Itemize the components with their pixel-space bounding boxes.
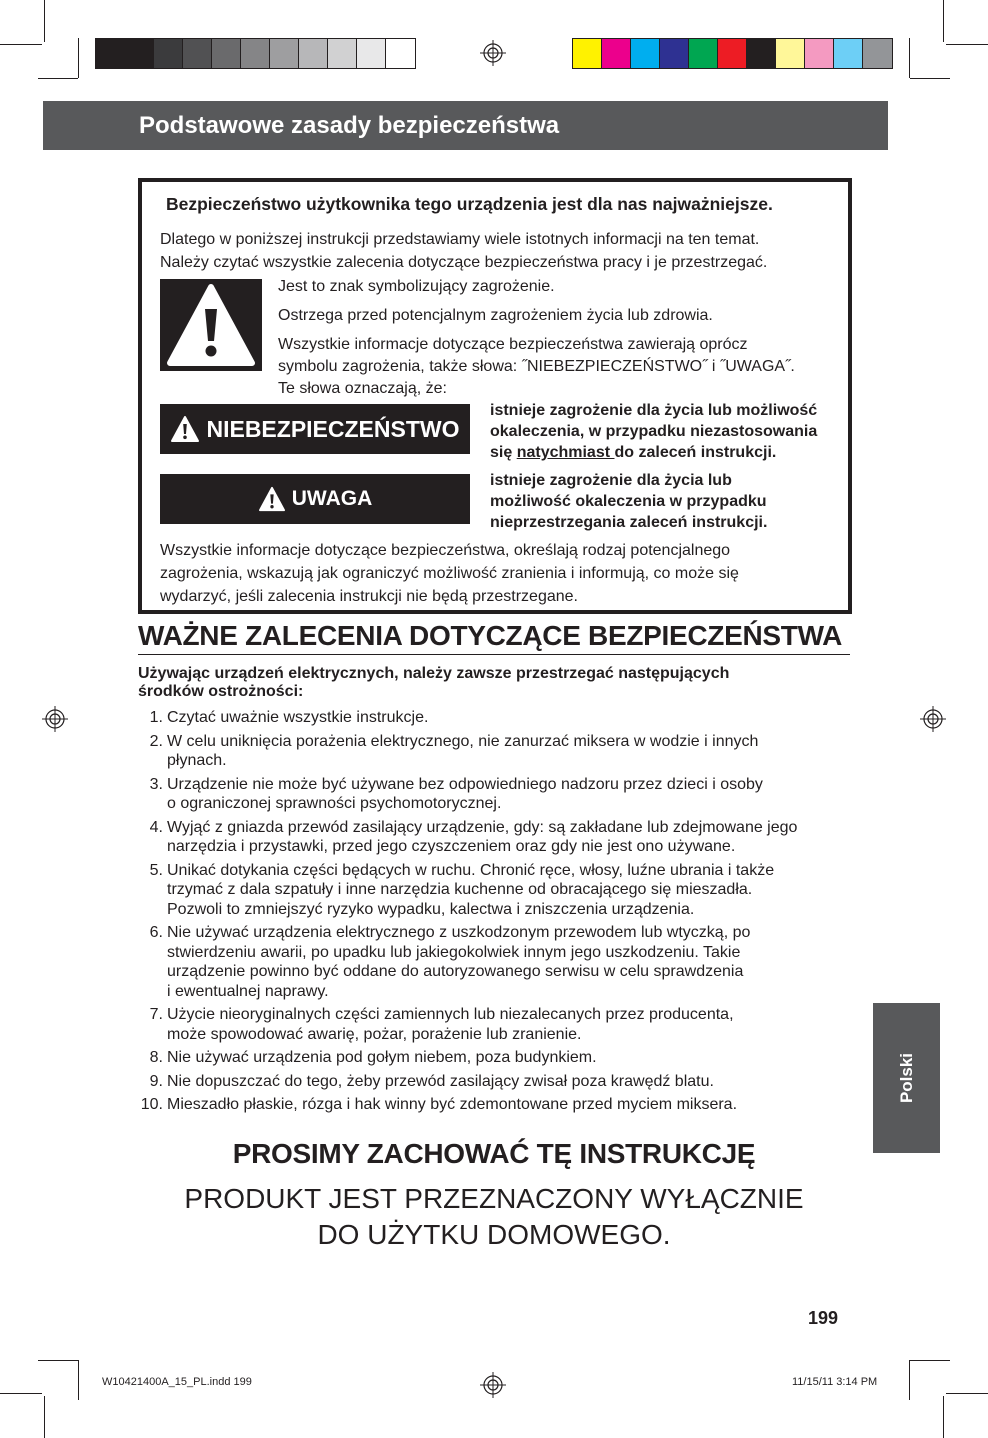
color-swatch xyxy=(328,39,357,68)
color-swatch xyxy=(776,39,805,68)
item-text xyxy=(163,1095,737,1115)
warning-label: UWAGA xyxy=(291,487,373,510)
item-line: stwierdzeniu awarii, po upadku lub jakiegokolwiek innym jego uszkodzeniu. Takie xyxy=(167,943,741,961)
color-swatch xyxy=(96,39,125,68)
symbol-text-line: Te słowa oznaczają, że: xyxy=(278,380,447,397)
item-line: może spowodować awarię, pożar, porażenie lub zranienie. xyxy=(167,1025,582,1043)
registration-mark-icon xyxy=(42,706,68,732)
item-number: 3. xyxy=(149,775,163,793)
danger-desc-line: się natychmiast do zaleceń instrukcji. xyxy=(490,444,777,461)
registration-mark-icon xyxy=(920,706,946,732)
safeguard-item xyxy=(135,1072,850,1092)
warning-desc-line: nieprzestrzegania zaleceń instrukcji. xyxy=(490,514,768,531)
item-number: 7. xyxy=(149,1006,163,1023)
item-text xyxy=(163,1005,734,1044)
symbol-text-line: Jest to znak symbolizujący zagrożenie. xyxy=(278,278,555,295)
registration-mark-icon xyxy=(480,1372,506,1398)
lead-line: Używając urządzeń elektrycznych, należy zawsze przestrzegać następujących xyxy=(138,665,730,682)
registration-mark-icon xyxy=(480,40,506,66)
item-number: 6. xyxy=(149,924,163,941)
safeguard-item xyxy=(135,818,850,857)
lead-line: środków ostrożności: xyxy=(138,683,304,700)
color-swatch xyxy=(863,39,892,68)
process-color-bar xyxy=(572,38,893,69)
safeguard-item xyxy=(135,861,850,920)
language-tab xyxy=(873,1003,940,1153)
danger-signal-panel xyxy=(160,404,470,454)
grayscale-color-bar xyxy=(95,38,416,69)
item-line: trzymać z dala szpatuły i inne narzędzia kuchenne od obracającego się mieszadła. xyxy=(167,881,753,898)
item-line: urządzenie powinno być oddane do autoryzowanego serwisu w celu sprawdzenia xyxy=(167,963,744,980)
safeguard-item xyxy=(135,1048,850,1068)
safeguard-item xyxy=(135,1095,850,1115)
color-swatch xyxy=(660,39,689,68)
symbol-text-line: Ostrzega przed potencjalnym zagrożeniem życia lub zdrowia. xyxy=(278,307,713,324)
item-text xyxy=(163,1048,597,1068)
page-number: 199 xyxy=(808,1308,839,1328)
household-use-notice xyxy=(150,1181,838,1253)
item-line: Nie używać urządzenia pod gołym niebem, poza budynkiem. xyxy=(167,1049,597,1066)
symbol-text-line: Wszystkie informacje dotyczące bezpieczeństwa zawierają oprócz xyxy=(278,336,748,353)
danger-description xyxy=(490,400,846,463)
color-swatch xyxy=(386,39,415,68)
closing-line: zagrożenia, wskazują jak ograniczyć możliwość zranienia i informują, co może się xyxy=(160,565,739,582)
item-text xyxy=(163,923,750,1001)
slug-timestamp: 11/15/11 3:14 PM xyxy=(792,1376,878,1388)
item-line: Mieszadło płaskie, rózga i hak winny być zdemontowane przed myciem miksera. xyxy=(167,1096,738,1113)
page-title: Podstawowe zasady bezpieczeństwa xyxy=(139,112,560,139)
safety-notice-box xyxy=(138,178,852,614)
item-number: 9. xyxy=(149,1072,163,1090)
symbol-explanation xyxy=(278,276,838,400)
color-swatch xyxy=(212,39,241,68)
item-line: Unikać dotykania części będących w ruchu. Chronić ręce, włosy, luźne ubrania i także xyxy=(167,861,775,879)
item-line: i ewentualnej naprawy. xyxy=(167,982,329,1000)
section-header-band xyxy=(43,101,888,150)
item-line: płynach. xyxy=(167,752,227,769)
item-line: Czytać uważnie wszystkie instrukcje. xyxy=(167,709,429,726)
item-number: 8. xyxy=(149,1049,163,1066)
color-swatch xyxy=(631,39,660,68)
item-line: Urządzenie nie może być używane bez odpowiedniego nadzoru przez dzieci i osoby xyxy=(167,775,763,793)
color-swatch xyxy=(834,39,863,68)
symbol-text-paragraph xyxy=(278,334,838,400)
color-swatch xyxy=(357,39,386,68)
danger-label: NIEBEZPIECZEŃSTWO xyxy=(206,415,460,442)
warning-description xyxy=(490,470,846,533)
item-line: o ograniczonej sprawności psychomotorycznej. xyxy=(167,795,502,812)
color-swatch xyxy=(689,39,718,68)
item-text xyxy=(163,861,774,920)
item-line: Pozwoli to zmniejszyć ryzyko wypadku, kalectwa i zniszczenia urządzenia. xyxy=(167,900,695,918)
warning-desc-line: istnieje zagrożenie dla życia lub xyxy=(490,472,732,489)
item-number: 1. xyxy=(149,709,163,726)
item-line: Nie używać urządzenia elektrycznego z uszkodzonym przewodem lub wtyczką, po xyxy=(167,924,751,941)
color-swatch xyxy=(270,39,299,68)
color-swatch xyxy=(718,39,747,68)
emphasis-immediately: natychmiast xyxy=(516,444,615,461)
language-label: Polski xyxy=(896,1052,916,1104)
color-swatch xyxy=(602,39,631,68)
color-swatch xyxy=(805,39,834,68)
item-number: 10. xyxy=(140,1096,163,1113)
symbol-text-line: symbolu zagrożenia, także słowa: ˝NIEBEZPIECZEŃSTWO˝ i ˝UWAGA˝. xyxy=(278,358,795,375)
hazard-symbol xyxy=(160,279,262,371)
item-line: narzędzia i przystawki, przed jego czyszczeniem oraz gdy nie jest ono używane. xyxy=(167,838,736,855)
danger-desc-line: okaleczenia, w przypadku niezastosowania xyxy=(490,423,818,440)
color-swatch xyxy=(125,39,154,68)
slug-filename: W10421400A_15_PL.indd 199 xyxy=(102,1376,252,1388)
color-swatch xyxy=(183,39,212,68)
important-safeguards-title: WAŻNE ZALECENIA DOTYCZĄCE BEZPIECZEŃSTWA xyxy=(138,620,850,655)
household-line: PRODUKT JEST PRZEZNACZONY WYŁĄCZNIE xyxy=(184,1183,804,1214)
item-text xyxy=(163,775,763,814)
safeguard-item xyxy=(135,923,850,1001)
safeguard-item xyxy=(135,1005,850,1044)
closing-line: Wszystkie informacje dotyczące bezpieczeństwa, określają rodzaj potencjalnego xyxy=(160,542,731,559)
warning-signal-panel xyxy=(160,474,470,524)
item-line: Nie dopuszczać do tego, żeby przewód zasilający zwisał poza krawędź blatu. xyxy=(167,1072,714,1090)
intro-line: Dlatego w poniższej instrukcji przedstawiamy wiele istotnych informacji na ten temat. xyxy=(160,231,760,248)
intro-line: Należy czytać wszystkie zalecenia dotyczące bezpieczeństwa pracy i je przestrzegać. xyxy=(160,254,768,271)
safety-intro xyxy=(160,228,840,274)
safeguard-item xyxy=(135,775,850,814)
safety-closing xyxy=(160,539,840,608)
item-text xyxy=(163,708,428,728)
item-number: 5. xyxy=(149,861,163,879)
item-text xyxy=(163,732,758,771)
item-text xyxy=(163,818,797,857)
safeguard-item xyxy=(135,708,850,728)
warning-triangle-icon xyxy=(258,486,286,512)
warning-triangle-icon xyxy=(160,279,262,371)
color-swatch xyxy=(747,39,776,68)
important-lead xyxy=(138,665,838,701)
safety-heading: Bezpieczeństwo użytkownika tego urządzenia jest dla nas najważniejsze. xyxy=(166,194,773,214)
item-number: 2. xyxy=(149,732,163,750)
item-text xyxy=(163,1072,714,1092)
closing-line: wydarzyć, jeśli zalecenia instrukcji nie będą przestrzegane. xyxy=(160,588,578,605)
warning-desc-line: możliwość okaleczenia w przypadku xyxy=(490,493,767,510)
color-swatch xyxy=(573,39,602,68)
household-line: DO UŻYTKU DOMOWEGO. xyxy=(317,1219,671,1250)
color-swatch xyxy=(154,39,183,68)
safeguards-list xyxy=(135,708,850,1119)
danger-desc-line: istnieje zagrożenie dla życia lub możliwość xyxy=(490,402,818,419)
safeguard-item xyxy=(135,732,850,771)
warning-triangle-icon xyxy=(170,415,200,443)
item-line: Wyjąć z gniazda przewód zasilający urządzenie, gdy: są zakładane lub zdejmowane jego xyxy=(167,818,798,836)
save-instructions-heading: PROSIMY ZACHOWAĆ TĘ INSTRUKCJĘ xyxy=(232,1138,756,1169)
color-swatch xyxy=(299,39,328,68)
color-swatch xyxy=(241,39,270,68)
item-line: W celu uniknięcia porażenia elektrycznego, nie zanurzać miksera w wodzie i innych xyxy=(167,732,759,750)
item-line: Użycie nieoryginalnych części zamiennych lub niezalecanych przez producenta, xyxy=(167,1006,734,1023)
item-number: 4. xyxy=(149,818,163,836)
